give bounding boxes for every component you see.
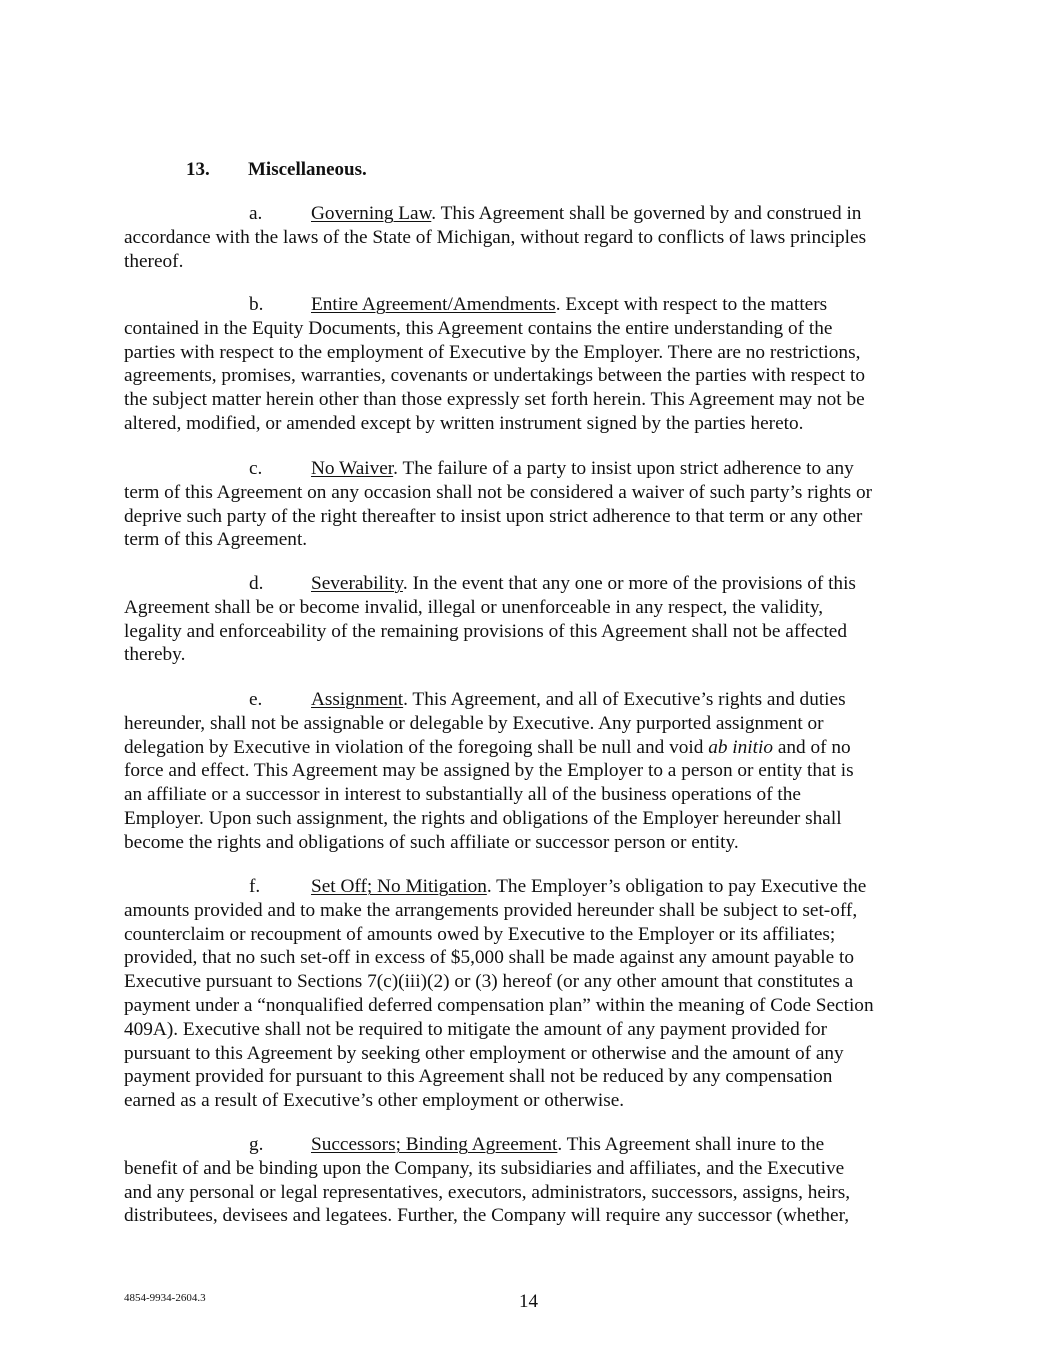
paragraph-heading: Entire Agreement/Amendments [311, 294, 556, 315]
paragraph-text: pursuant to this Agreement by seeking other employment or otherwise and the amount of any [124, 1042, 844, 1064]
section-title: Miscellaneous. [248, 159, 367, 180]
paragraph-text: 409A). Executive shall not be required to mitigate the amount of any payment provided for [124, 1018, 828, 1040]
document-id: 4854-9934-2604.3 [124, 1292, 206, 1304]
paragraph-text: term of this Agreement. [124, 529, 308, 551]
paragraph-text: legality and enforceability of the remaining provisions of this Agreement shall not be affected [124, 620, 848, 642]
paragraph-text: Employer. Upon such assignment, the rights and obligations of the Employer hereunder shall [124, 807, 842, 829]
page-number: 14 [519, 1291, 538, 1312]
paragraph-set-off [124, 875, 934, 1113]
paragraph-heading: Set Off; No Mitigation [311, 876, 487, 897]
paragraph-governing-law [124, 202, 934, 273]
paragraph-text: parties with respect to the employment of Executive by the Employer. There are no restrictions, [124, 341, 861, 363]
paragraph-heading: Successors; Binding Agreement [311, 1134, 558, 1155]
paragraph-text: an affiliate or a successor in interest to substantially all of the business operations of the [124, 784, 801, 806]
paragraph-successors [124, 1133, 934, 1228]
paragraph-text: benefit of and be binding upon the Company, its subsidiaries and affiliates, and the Executive [124, 1157, 845, 1179]
paragraph-letter: b. [249, 294, 264, 315]
paragraph-letter: d. [249, 573, 264, 594]
paragraph-text: become the rights and obligations of such affiliate or successor person or entity. [124, 831, 739, 853]
italic-phrase: ab initio [708, 736, 774, 758]
paragraph-entire-agreement [124, 293, 934, 436]
paragraph-text: earned as a result of Executive’s other employment or otherwise. [124, 1090, 625, 1112]
paragraph-text: thereby. [124, 644, 186, 666]
paragraph-text: distributees, devisees and legatees. Further, the Company will require any successor (whether, [124, 1205, 850, 1227]
paragraph-text: the subject matter herein other than those expressly set forth herein. This Agreement may not be [124, 389, 865, 411]
paragraph-text: . This Agreement, and all of Executive’s rights and duties [403, 689, 846, 710]
paragraph-heading: Assignment [311, 689, 404, 710]
paragraph-text: . This Agreement shall be governed by and construed in [431, 203, 862, 224]
paragraph-text [124, 736, 934, 760]
paragraph-text: force and effect. This Agreement may be assigned by the Employer to a person or entity that is [124, 760, 854, 782]
paragraph-letter: a. [249, 203, 263, 224]
paragraph-text: . Except with respect to the matters [555, 294, 828, 315]
paragraph-letter: f. [249, 876, 261, 897]
paragraph-text: payment provided for pursuant to this Agreement shall not be reduced by any compensation [124, 1066, 833, 1088]
section-number: 13. [186, 159, 210, 180]
paragraph-text: deprive such party of the right thereafter to insist upon strict adherence to that term or any other [124, 505, 863, 527]
paragraph-text: hereunder, shall not be assignable or delegable by Executive. Any purported assignment or [124, 712, 824, 734]
paragraph-text: thereof. [124, 250, 184, 272]
paragraph-text: . This Agreement shall inure to the [557, 1134, 825, 1155]
paragraph-text: . The Employer’s obligation to pay Executive the [486, 876, 867, 897]
section-heading [186, 158, 367, 182]
paragraph-text: Agreement shall be or become invalid, illegal or unenforceable in any respect, the validity, [124, 596, 824, 618]
paragraph-text: Executive pursuant to Sections 7(c)(iii)(2) or (3) hereof (or any other amount that constitutes a [124, 971, 854, 993]
paragraph-no-waiver [124, 457, 934, 552]
paragraph-heading: No Waiver [311, 458, 394, 479]
paragraph-text-segment: and of no [773, 736, 851, 758]
paragraph-text: term of this Agreement on any occasion shall not be considered a waiver of such party’s rights or [124, 481, 873, 503]
paragraph-text: payment under a “nonqualified deferred compensation plan” within the meaning of Code Section [124, 994, 874, 1016]
paragraph-text: amounts provided and to make the arrangements provided hereunder shall be subject to set-off, [124, 899, 858, 921]
paragraph-text-segment: delegation by Executive in violation of the foregoing shall be null and void [124, 736, 709, 758]
paragraph-text: and any personal or legal representatives, executors, administrators, successors, assigns, heirs, [124, 1181, 851, 1203]
paragraph-severability [124, 572, 934, 667]
paragraph-letter: g. [249, 1134, 264, 1155]
paragraph-heading: Governing Law [311, 203, 432, 224]
paragraph-assignment [124, 688, 934, 855]
paragraph-text: accordance with the laws of the State of Michigan, without regard to conflicts of laws principles [124, 226, 867, 248]
paragraph-text: contained in the Equity Documents, this Agreement contains the entire understanding of the [124, 317, 833, 339]
paragraph-heading: Severability [311, 573, 403, 594]
paragraph-letter: c. [249, 458, 263, 479]
paragraph-letter: e. [249, 689, 263, 710]
paragraph-text: . In the event that any one or more of the provisions of this [402, 573, 856, 594]
paragraph-text: . The failure of a party to insist upon strict adherence to any [393, 458, 854, 479]
paragraph-text: counterclaim or recoupment of amounts owed by Executive to the Employer or its affiliates; [124, 923, 836, 945]
paragraph-text: altered, modified, or amended except by written instrument signed by the parties hereto. [124, 412, 804, 434]
paragraph-text: agreements, promises, warranties, covenants or undertakings between the parties with respect to [124, 365, 866, 387]
paragraph-text: provided, that no such set-off in excess of $5,000 shall be made against any amount payable to [124, 947, 855, 969]
